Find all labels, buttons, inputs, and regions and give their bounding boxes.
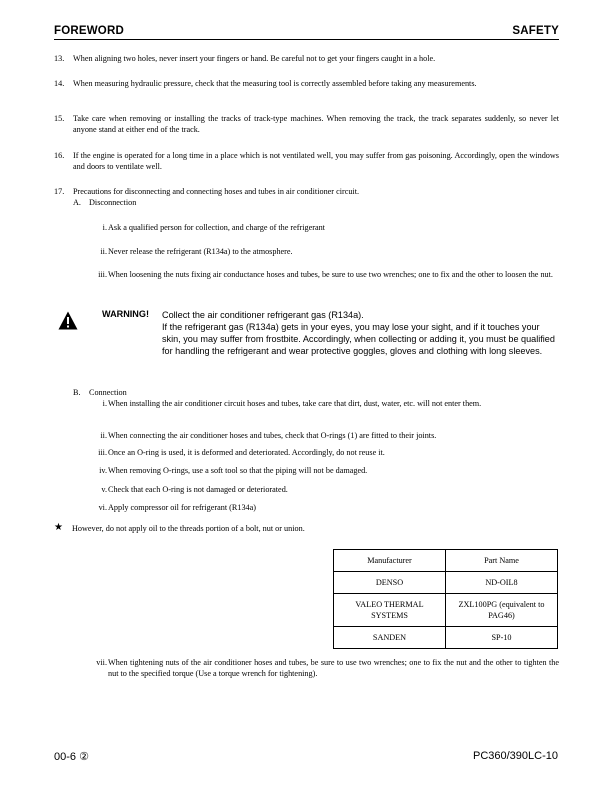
step-text: When installing the air conditioner circuit hoses and tubes, take care that dirt, dust, water, etc. will not enter them. bbox=[108, 399, 482, 408]
subsection-label: B. bbox=[73, 388, 81, 397]
header-topic-title: SAFETY bbox=[512, 25, 559, 37]
item-text: Take care when removing or installing the tracks of track-type machines. When removing the track, the track separates suddenly, so never let anyone stand at either end of the track. bbox=[73, 114, 559, 134]
connection-step-i bbox=[89, 398, 559, 409]
step-text: When loosening the nuts fixing air conductance hoses and tubes, be sure to use two wrenches; one to fix and the other to loosen the nut. bbox=[108, 270, 553, 279]
step-number: vi. bbox=[98, 503, 107, 512]
table-header-row bbox=[334, 550, 558, 572]
footer-page-number: 00-6 ② bbox=[54, 751, 89, 763]
warning-line-1: Collect the air conditioner refrigerant gas (R134a). bbox=[162, 310, 364, 320]
step-text: When connecting the air conditioner hoses and tubes, check that O-rings (1) are fitted to their joints. bbox=[108, 431, 437, 440]
connection-step-vi bbox=[89, 502, 559, 513]
subsection-a-heading bbox=[73, 197, 136, 208]
table-row bbox=[334, 572, 558, 594]
table-row bbox=[334, 594, 558, 627]
disconnection-step-i bbox=[89, 222, 559, 233]
table-cell-part-name: ND-OIL8 bbox=[446, 572, 558, 594]
subsection-title: Connection bbox=[89, 388, 127, 397]
warning-text bbox=[162, 309, 558, 357]
item-text: If the engine is operated for a long time in a place which is not ventilated well, you may suffer from gas poisoning. Accordingly, open the windows and doors to ventilate well. bbox=[73, 151, 559, 171]
disconnection-step-iii bbox=[89, 269, 559, 280]
item-number: 17. bbox=[54, 187, 65, 196]
safety-item-13 bbox=[54, 53, 559, 64]
table-row bbox=[334, 627, 558, 649]
footer-model-number: PC360/390LC-10 bbox=[472, 750, 558, 762]
step-text: Once an O-ring is used, it is deformed and deteriorated. Accordingly, do not reuse it. bbox=[108, 448, 385, 457]
safety-item-16 bbox=[54, 150, 559, 172]
table-cell-manufacturer: DENSO bbox=[334, 572, 446, 594]
table-cell-manufacturer: VALEO THERMAL SYSTEMS bbox=[334, 594, 446, 627]
step-number: i. bbox=[102, 223, 107, 232]
item-text: When measuring hydraulic pressure, check that the measuring tool is correctly assembled before taking any measurements. bbox=[73, 79, 477, 88]
item-number: 15. bbox=[54, 114, 65, 123]
connection-step-ii bbox=[89, 430, 559, 441]
safety-item-15 bbox=[54, 113, 559, 135]
subsection-b-heading bbox=[73, 387, 127, 398]
subsection-title: Disconnection bbox=[89, 198, 137, 207]
step-number: iii. bbox=[98, 448, 107, 457]
step-number: ii. bbox=[100, 247, 107, 256]
step-text: Never release the refrigerant (R134a) to the atmosphere. bbox=[108, 247, 293, 256]
header-section-title: FOREWORD bbox=[54, 25, 124, 37]
connection-step-iii bbox=[89, 447, 559, 458]
step-number: iv. bbox=[99, 466, 107, 475]
connection-step-iv bbox=[89, 465, 559, 476]
item-text: Precautions for disconnecting and connecting hoses and tubes in air conditioner circuit. bbox=[73, 187, 360, 196]
safety-item-17 bbox=[54, 186, 559, 197]
subsection-label: A. bbox=[73, 198, 81, 207]
step-number: v. bbox=[101, 485, 107, 494]
table-header-part-name: Part Name bbox=[446, 550, 558, 572]
note-star bbox=[54, 523, 314, 534]
step-text: When tightening nuts of the air conditioner hoses and tubes, be sure to use two wrenches; one to fix the nut and the other to tighten the nut to the specified torque (Use a torque wrench for tightening). bbox=[108, 658, 559, 678]
table-cell-manufacturer: SANDEN bbox=[334, 627, 446, 649]
step-number: i. bbox=[102, 399, 107, 408]
compressor-oil-table bbox=[333, 549, 558, 649]
warning-triangle-icon bbox=[58, 311, 78, 330]
step-number: vii. bbox=[96, 658, 107, 667]
connection-step-vii bbox=[89, 657, 559, 679]
table-cell-part-name: SP-10 bbox=[446, 627, 558, 649]
disconnection-step-ii bbox=[89, 246, 559, 257]
step-text: Ask a qualified person for collection, and charge of the refrigerant bbox=[108, 223, 325, 232]
header-rule bbox=[54, 39, 559, 40]
note-text: However, do not apply oil to the threads portion of a bolt, nut or union. bbox=[72, 524, 305, 533]
item-text: When aligning two holes, never insert your fingers or hand. Be careful not to get your fingers caught in a hole. bbox=[73, 54, 436, 63]
item-number: 13. bbox=[54, 54, 65, 63]
step-text: Apply compressor oil for refrigerant (R134a) bbox=[108, 503, 257, 512]
step-text: Check that each O-ring is not damaged or deteriorated. bbox=[108, 485, 288, 494]
step-text: When removing O-rings, use a soft tool so that the piping will not be damaged. bbox=[108, 466, 368, 475]
page-header bbox=[54, 25, 559, 37]
step-number: ii. bbox=[100, 431, 107, 440]
item-number: 16. bbox=[54, 151, 65, 160]
step-number: iii. bbox=[98, 270, 107, 279]
table-header-manufacturer: Manufacturer bbox=[334, 550, 446, 572]
warning-label: WARNING! bbox=[102, 309, 149, 319]
star-icon: ★ bbox=[54, 522, 63, 533]
item-number: 14. bbox=[54, 79, 65, 88]
warning-line-2: If the refrigerant gas (R134a) gets in your eyes, you may lose your sight, and if it touches your skin, you may suffer from frostbite. Accordingly, when collecting or adding it, you must be qualified for handling the refrigerant and wear protective goggles, gloves and clothing with long sleeves. bbox=[162, 322, 555, 356]
safety-item-14 bbox=[54, 78, 559, 89]
table-cell-part-name: ZXL100PG (equivalent to PAG46) bbox=[446, 594, 558, 627]
connection-step-v bbox=[89, 484, 559, 495]
